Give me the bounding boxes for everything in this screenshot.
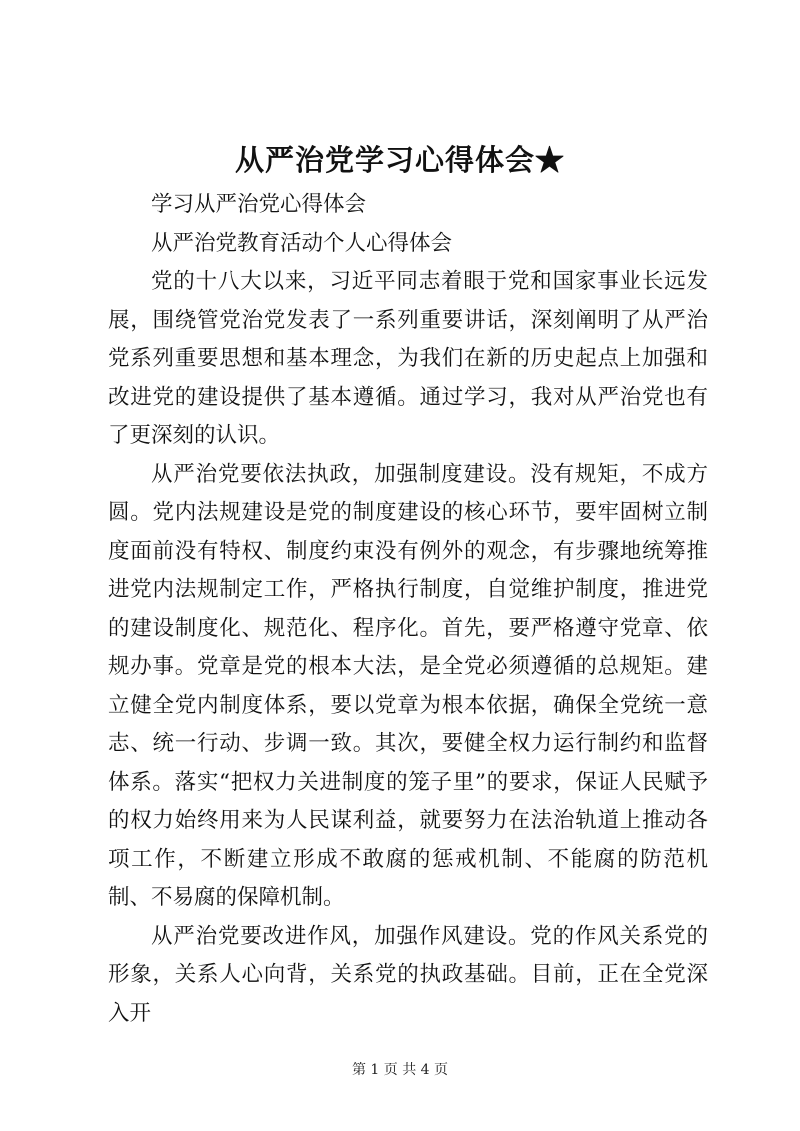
- page-number-footer: 第 1 页 共 4 页: [351, 1062, 449, 1078]
- document-title: 从严治党学习心得体会★: [234, 143, 565, 177]
- paragraph-system-building: 从严治党要依法执政，加强制度建设。没有规矩，不成方圆。党内法规建设是党的制度建设的核心环节，要牢固树立制度面前没有特权、制度约束没有例外的观念，有步骤地统筹推进党内法规制定工作，严格执行制度，自觉维护制度，推进党的建设制度化、规范化、程序化。首先，要严格遵守党章、依规办事。党章是党的根本大法，是全党必须遵循的总规矩。建立健全党内制度体系，要以党章为根本依据，确保全党统一意志、统一行动、步调一致。其次，要健全权力运行制约和监督体系。落实“把权力关进制度的笼子里”的要求，保证人民赋予的权力始终用来为人民谋利益，就要努力在法治轨道上推动各项工作，不断建立形成不敢腐的惩戒机制、不能腐的防范机制、不易腐的保障机制。: [108, 461, 708, 910]
- paragraph-style-building: 从严治党要改进作风，加强作风建设。党的作风关系党的形象，关系人心向背，关系党的执政基础。目前，正在全党深入开: [108, 923, 708, 1026]
- paragraph-intro: 党的十八大以来，习近平同志着眼于党和国家事业长远发展，围绕管党治党发表了一系列重要讲话，深刻阐明了从严治党系列重要思想和基本理念，为我们在新的历史起点上加强和改进党的建设提供了基本遵循。通过学习，我对从严治党也有了更深刻的认识。: [108, 269, 708, 448]
- paragraph-subtitle-1: 学习从严治党心得体会: [151, 192, 367, 217]
- document-body: [108, 186, 708, 1033]
- paragraph-subtitle-2: 从严治党教育活动个人心得体会: [151, 230, 453, 256]
